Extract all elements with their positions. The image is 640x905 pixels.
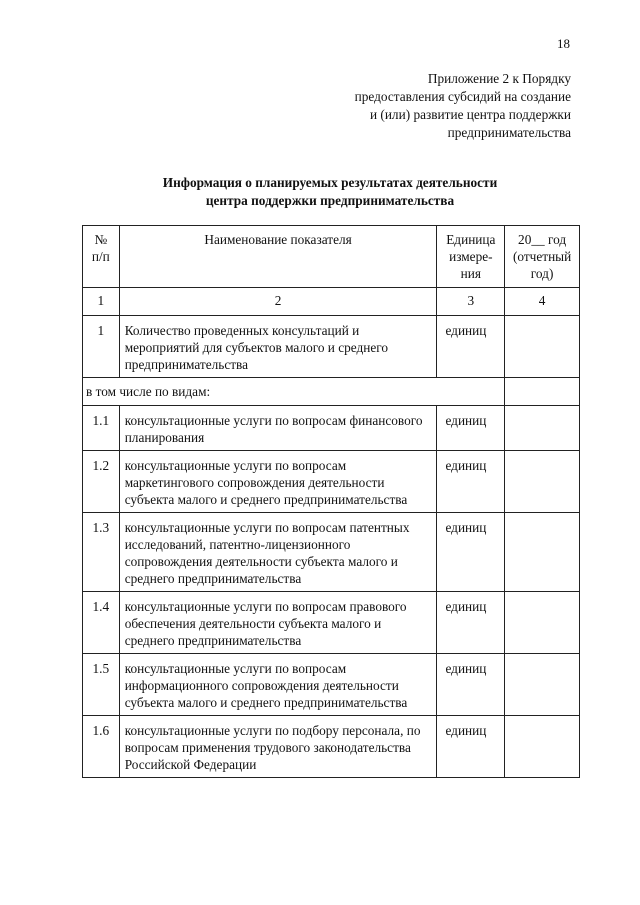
- table-row: [83, 316, 580, 378]
- header-num: № п/п: [83, 226, 120, 288]
- row-unit: единиц: [437, 316, 505, 378]
- row-num: 1.2: [83, 451, 120, 513]
- table-row: [83, 716, 580, 778]
- column-number: 4: [505, 288, 580, 316]
- row-unit: единиц: [437, 716, 505, 778]
- table-row: [83, 592, 580, 654]
- appendix-line: Приложение 2 к Порядку: [427, 71, 571, 86]
- column-number: 1: [83, 288, 120, 316]
- appendix-note: [271, 70, 571, 142]
- row-unit: единиц: [437, 654, 505, 716]
- appendix-line: предоставления субсидий на создание: [354, 89, 571, 104]
- row-name: консультационные услуги по вопросам маркетингового сопровождения деятельности субъекта малого и среднего предпринимательства: [119, 451, 437, 513]
- table-header-row: [83, 226, 580, 288]
- table-row: [83, 654, 580, 716]
- header-unit: Единица измере- ния: [437, 226, 505, 288]
- row-unit: единиц: [437, 451, 505, 513]
- title-line: центра поддержки предпринимательства: [205, 193, 455, 208]
- row-value: [505, 654, 580, 716]
- appendix-line: предпринимательства: [447, 125, 571, 140]
- page-number: 18: [557, 36, 570, 51]
- row-num: 1.1: [83, 406, 120, 451]
- row-unit: единиц: [437, 513, 505, 592]
- row-unit: единиц: [437, 406, 505, 451]
- row-name: Количество проведенных консультаций и мероприятий для субъектов малого и среднего предпринимательства: [119, 316, 437, 378]
- header-year: 20__ год (отчетный год): [505, 226, 580, 288]
- header-name: Наименование показателя: [119, 226, 437, 288]
- table-row: [83, 406, 580, 451]
- row-name: консультационные услуги по вопросам финансового планирования: [119, 406, 437, 451]
- row-value: [505, 406, 580, 451]
- row-name: консультационные услуги по вопросам патентных исследований, патентно-лицензионного сопровождения деятельности субъекта малого и среднего предпринимательства: [119, 513, 437, 592]
- row-num: 1.4: [83, 592, 120, 654]
- column-number: 2: [119, 288, 437, 316]
- row-name: консультационные услуги по вопросам информационного сопровождения деятельности субъекта малого и среднего предпринимательства: [119, 654, 437, 716]
- row-name: консультационные услуги по подбору персонала, по вопросам применения трудового законодательства Российской Федерации: [119, 716, 437, 778]
- row-value: [505, 592, 580, 654]
- appendix-line: и (или) развитие центра поддержки: [369, 107, 571, 122]
- table-row: [83, 451, 580, 513]
- row-value: [505, 316, 580, 378]
- document-title: [0, 174, 640, 210]
- row-name: консультационные услуги по вопросам правового обеспечения деятельности субъекта малого и среднего предпринимательства: [119, 592, 437, 654]
- row-value: [505, 378, 580, 406]
- row-value: [505, 716, 580, 778]
- row-value: [505, 513, 580, 592]
- indicators-table: [82, 225, 580, 778]
- row-unit: единиц: [437, 592, 505, 654]
- subheader-text: в том числе по видам:: [83, 378, 505, 406]
- column-number: 3: [437, 288, 505, 316]
- row-num: 1.5: [83, 654, 120, 716]
- title-line: Информация о планируемых результатах деятельности: [162, 175, 498, 190]
- row-num: 1: [83, 316, 120, 378]
- row-num: 1.6: [83, 716, 120, 778]
- row-num: 1.3: [83, 513, 120, 592]
- column-numbers-row: [83, 288, 580, 316]
- row-value: [505, 451, 580, 513]
- subheader-row: [83, 378, 580, 406]
- table-row: [83, 513, 580, 592]
